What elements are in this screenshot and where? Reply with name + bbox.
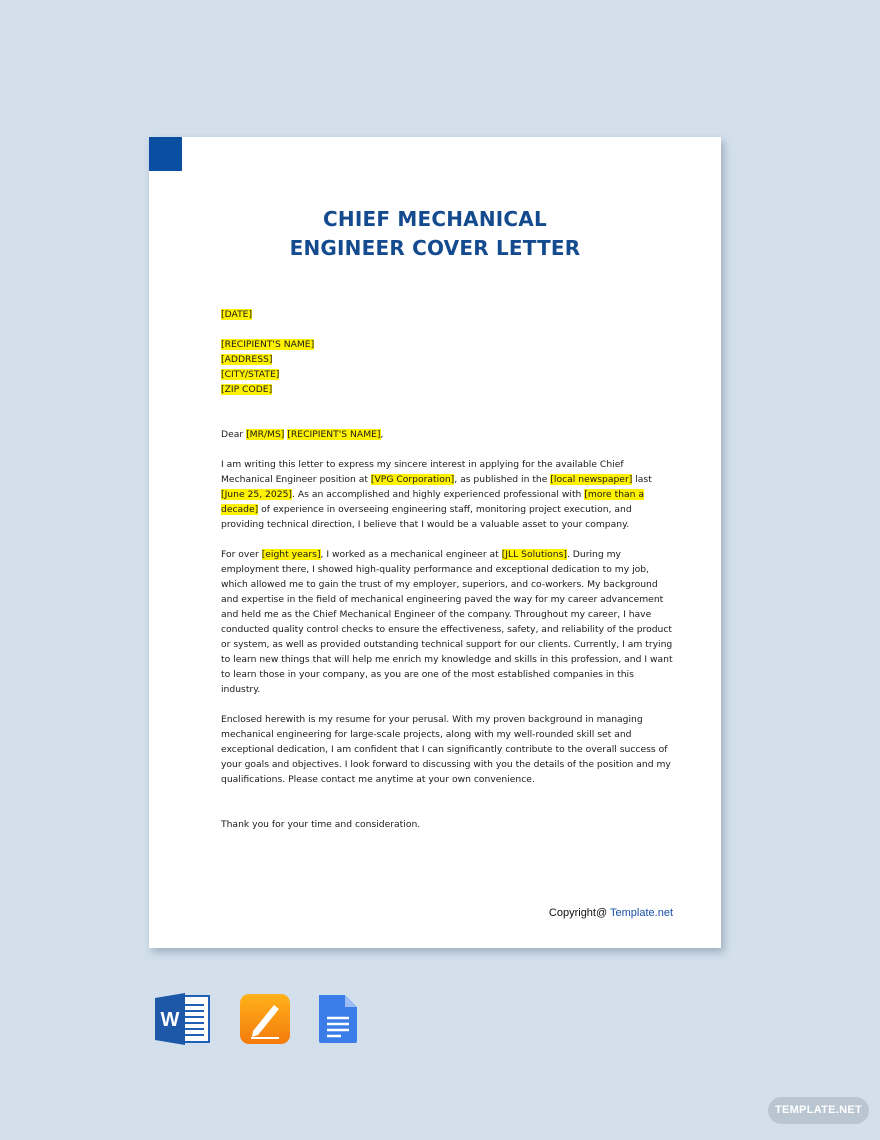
letter-page [149,137,721,948]
letter-body [221,307,676,847]
p2-text-c: . During my employment there, I showed high-quality performance and exceptional dedication to my job, which allowed me to gain the trust of my employer, superiors, and co-workers. My background and expertise in the field of mechanical engineering paved the way for my career advancement and held me as the Chief Mechanical Engineer of the company. Throughout my career, I have conducted quality control checks to ensure the effectiveness, safety, and reliability of the product or system, as well as provided outstanding technical support for our clients. Currently, I am trying to learn new things that will help me enrich my knowledge and skills in this profession, and I want to learn those in your company, as you are one of the most established companies in this industry. [221,549,673,695]
p1-date-placeholder: [June 25, 2025] [221,489,293,500]
p2-text-a: For over [221,549,262,560]
p1-text-e: of experience in overseeing engineering staff, monitoring project execution, and providing technical direction, I believe that I would be a valuable asset to your company. [221,504,632,530]
salutation-dear: Dear [221,429,247,440]
word-icon[interactable] [155,993,211,1050]
p2-company-placeholder: [JLL Solutions] [501,549,567,560]
closing-line: Thank you for your time and consideration. [221,819,421,830]
p1-text-c: last [632,474,652,485]
title-line-1: CHIEF MECHANICAL [323,207,547,231]
paragraph-1 [221,457,676,532]
word-icon-letter: W [160,1009,180,1031]
recipient-address-block [221,337,676,397]
copyright-link[interactable]: Template.net [610,907,673,919]
salutation-name-placeholder: [RECIPIENT'S NAME] [287,429,381,440]
address-placeholder: [ADDRESS] [221,354,273,365]
p2-years-placeholder: [eight years] [261,549,321,560]
date-placeholder: [DATE] [221,309,253,320]
copyright [549,907,673,919]
paragraph-3: Enclosed herewith is my resume for your perusal. With my proven background in managing mechanical engineering for large-scale projects, along with my well-rounded skill set and exceptional dedication, I am confident that I can significantly contribute to the overall success of your goals and objectives. I look forward to discussing with you the details of the position and my qualifications. Please contact me anytime at your own convenience. [221,714,671,785]
zip-placeholder: [ZIP CODE] [221,384,273,395]
date-line [221,307,676,322]
copyright-label: Copyright@ [548,907,611,919]
recipient-name-placeholder: [RECIPIENT'S NAME] [221,339,315,350]
pages-icon[interactable] [239,993,291,1050]
p1-text-b: , as published in the [454,474,551,485]
p1-text-a: I am writing this letter to express my sincere interest in applying for the available Chief Mechanical Engineer position at [221,459,624,485]
city-state-placeholder: [CITY/STATE] [221,369,280,380]
title-line-2: ENGINEER COVER LETTER [289,236,581,260]
p1-text-d: . As an accomplished and highly experienced professional with [292,489,585,500]
p1-company-placeholder: [VPG Corporation] [370,474,455,485]
google-docs-icon[interactable] [317,993,359,1050]
salutation-comma: , [380,429,384,440]
salutation [221,427,676,442]
salutation-title-placeholder: [MR/MS] [246,429,285,440]
p2-text-b: , I worked as a mechanical engineer at [320,549,502,560]
paragraph-2 [221,547,676,697]
page-title [149,205,721,263]
p1-newspaper-placeholder: [local newspaper] [550,474,633,485]
corner-accent [149,137,182,171]
p1-years-placeholder: [more than a decade] [221,489,645,515]
template-net-badge[interactable]: TEMPLATE.NET [768,1097,869,1124]
